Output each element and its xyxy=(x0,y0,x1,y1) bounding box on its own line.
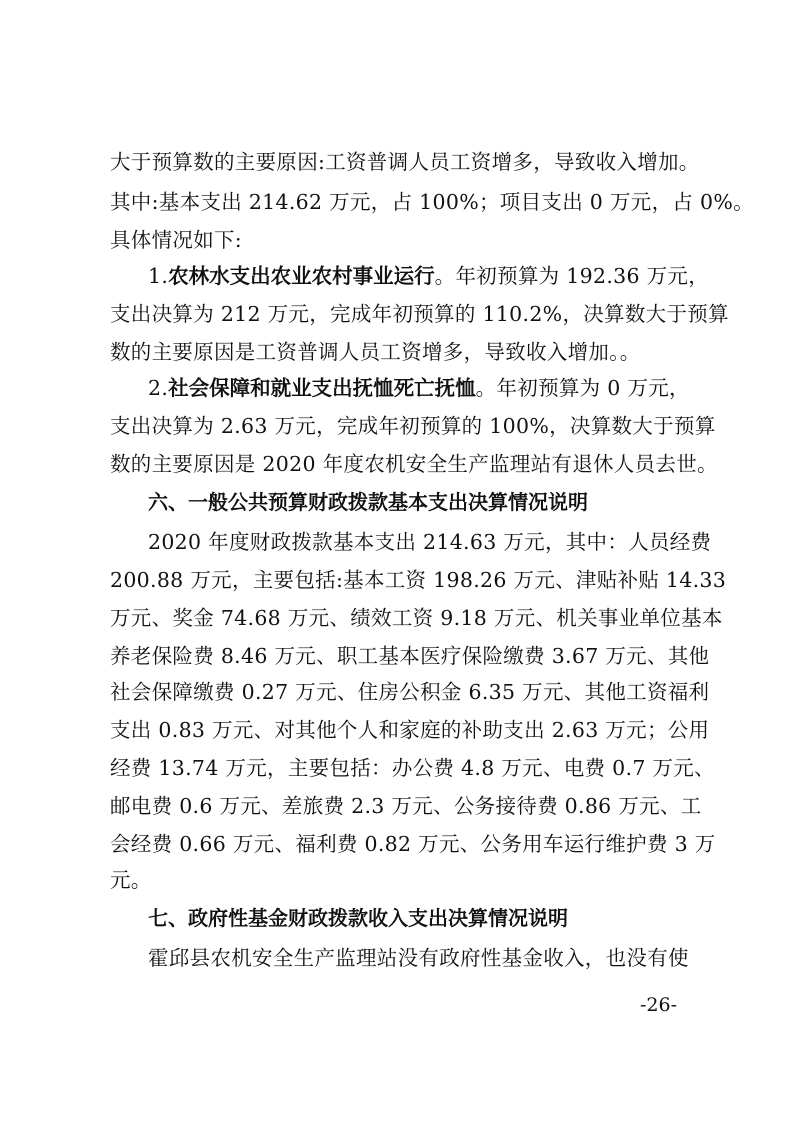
body-line: 会经费 0.66 万元、福利费 0.82 万元、公务用车运行维护费 3 万 xyxy=(110,832,716,856)
body-line: 元。 xyxy=(110,868,152,892)
body-line: 2020 年度财政拨款基本支出 214.63 万元，其中：人员经费 xyxy=(148,530,712,554)
body-line: 养老保险费 8.46 万元、职工基本医疗保险缴费 3.67 万元、其他 xyxy=(110,644,710,668)
body-line: 具体情况如下: xyxy=(110,228,243,252)
list-item-1-text: 。年初预算为 192.36 万元， xyxy=(434,264,710,288)
section-heading-6: 六、一般公共预算财政拨款基本支出决算情况说明 xyxy=(148,490,588,514)
body-line: 大于预算数的主要原因:工资普调人员工资增多，导致收入增加。 xyxy=(110,150,700,174)
body-line: 数的主要原因是 2020 年度农机安全生产监理站有退休人员去世。 xyxy=(110,452,718,476)
body-line: 经费 13.74 万元，主要包括：办公费 4.8 万元、电费 0.7 万元、 xyxy=(110,756,715,780)
body-line: 支出决算为 2.63 万元，完成年初预算的 100%，决算数大于预算 xyxy=(110,414,716,438)
list-item-2-title: 社会保障和就业支出抚恤死亡抚恤 xyxy=(168,376,476,400)
body-line: 支出决算为 212 万元，完成年初预算的 110.2%，决算数大于预算 xyxy=(110,302,729,326)
list-item-1-title: 农林水支出农业农村事业运行 xyxy=(168,264,435,288)
page-number: -26- xyxy=(640,994,678,1016)
list-item-1 xyxy=(148,258,710,294)
body-line: 支出 0.83 万元、对其他个人和家庭的补助支出 2.63 万元；公用 xyxy=(110,718,710,742)
body-line: 数的主要原因是工资普调人员工资增多，导致收入增加。。 xyxy=(110,340,641,364)
body-line: 霍邱县农机安全生产监理站没有政府性基金收入，也没有使 xyxy=(148,946,689,970)
list-item-2-number: 2. xyxy=(148,376,169,400)
body-line: 邮电费 0.6 万元、差旅费 2.3 万元、公务接待费 0.86 万元、工 xyxy=(110,794,702,818)
body-line: 社会保障缴费 0.27 万元、住房公积金 6.35 万元、其他工资福利 xyxy=(110,680,710,704)
body-line: 万元、奖金 74.68 万元、绩效工资 9.18 万元、机关事业单位基本 xyxy=(110,606,723,630)
list-item-2-text: 。年初预算为 0 万元， xyxy=(475,376,690,400)
list-item-1-number: 1. xyxy=(148,264,169,288)
body-line: 200.88 万元，主要包括:基本工资 198.26 万元、津贴补贴 14.33 xyxy=(110,568,727,592)
list-item-2 xyxy=(148,370,690,406)
section-heading-7: 七、政府性基金财政拨款收入支出决算情况说明 xyxy=(148,906,568,930)
body-line: 其中:基本支出 214.62 万元，占 100%；项目支出 0 万元，占 0%。 xyxy=(110,190,754,214)
